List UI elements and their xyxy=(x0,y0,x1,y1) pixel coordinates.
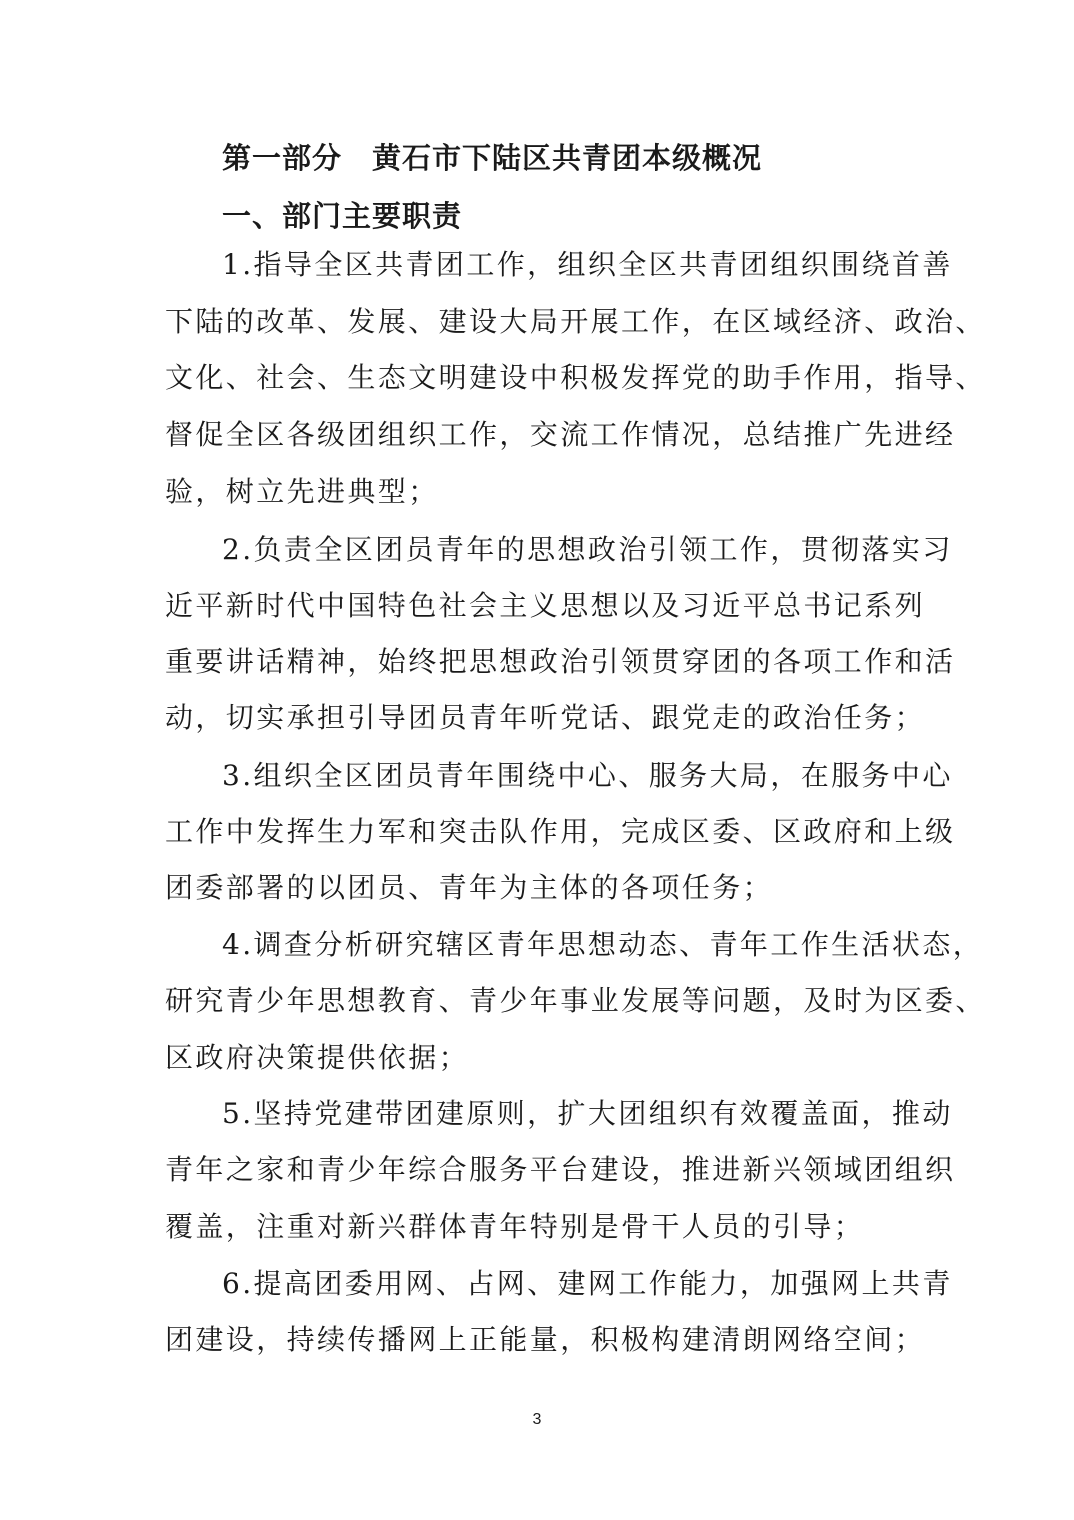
body-line: 工作中发挥生力军和突击队作用，完成区委、区政府和上级 xyxy=(165,815,956,848)
body-line: 覆盖，注重对新兴群体青年特别是骨干人员的引导； xyxy=(165,1210,865,1243)
page-number: 3 xyxy=(532,1411,542,1428)
body-line: 下陆的改革、发展、建设大局开展工作，在区域经济、政治、 xyxy=(165,305,986,338)
part-title: 第一部分 黄石市下陆区共青团本级概况 xyxy=(222,141,763,175)
body-line: 督促全区各级团组织工作，交流工作情况，总结推广先进经 xyxy=(165,418,956,451)
body-line: 动，切实承担引导团员青年听党话、跟党走的政治任务； xyxy=(165,701,926,734)
body-line: 4.调查分析研究辖区青年思想动态、青年工作生活状态， xyxy=(222,928,984,961)
body-line: 区政府决策提供依据； xyxy=(165,1041,470,1074)
body-line: 6.提高团委用网、占网、建网工作能力，加强网上共青 xyxy=(222,1267,953,1300)
body-line: 3.组织全区团员青年围绕中心、服务大局，在服务中心 xyxy=(222,759,953,792)
body-line: 验，树立先进典型； xyxy=(165,475,439,508)
body-line: 研究青少年思想教育、青少年事业发展等问题，及时为区委、 xyxy=(165,984,986,1017)
body-line: 1.指导全区共青团工作，组织全区共青团组织围绕首善 xyxy=(222,248,953,281)
body-line: 青年之家和青少年综合服务平台建设，推进新兴领域团组织 xyxy=(165,1153,956,1186)
body-line: 团委部署的以团员、青年为主体的各项任务； xyxy=(165,871,774,904)
body-line: 团建设，持续传播网上正能量，积极构建清朗网络空间； xyxy=(165,1323,926,1356)
body-line: 2.负责全区团员青年的思想政治引领工作，贯彻落实习 xyxy=(222,533,953,566)
body-line: 文化、社会、生态文明建设中积极发挥党的助手作用，指导、 xyxy=(165,361,986,394)
body-line: 近平新时代中国特色社会主义思想以及习近平总书记系列 xyxy=(165,589,926,622)
body-line: 重要讲话精神，始终把思想政治引领贯穿团的各项工作和活 xyxy=(165,645,956,678)
body-line: 5.坚持党建带团建原则，扩大团组织有效覆盖面，推动 xyxy=(222,1097,953,1130)
section-title: 一、部门主要职责 xyxy=(222,199,463,233)
